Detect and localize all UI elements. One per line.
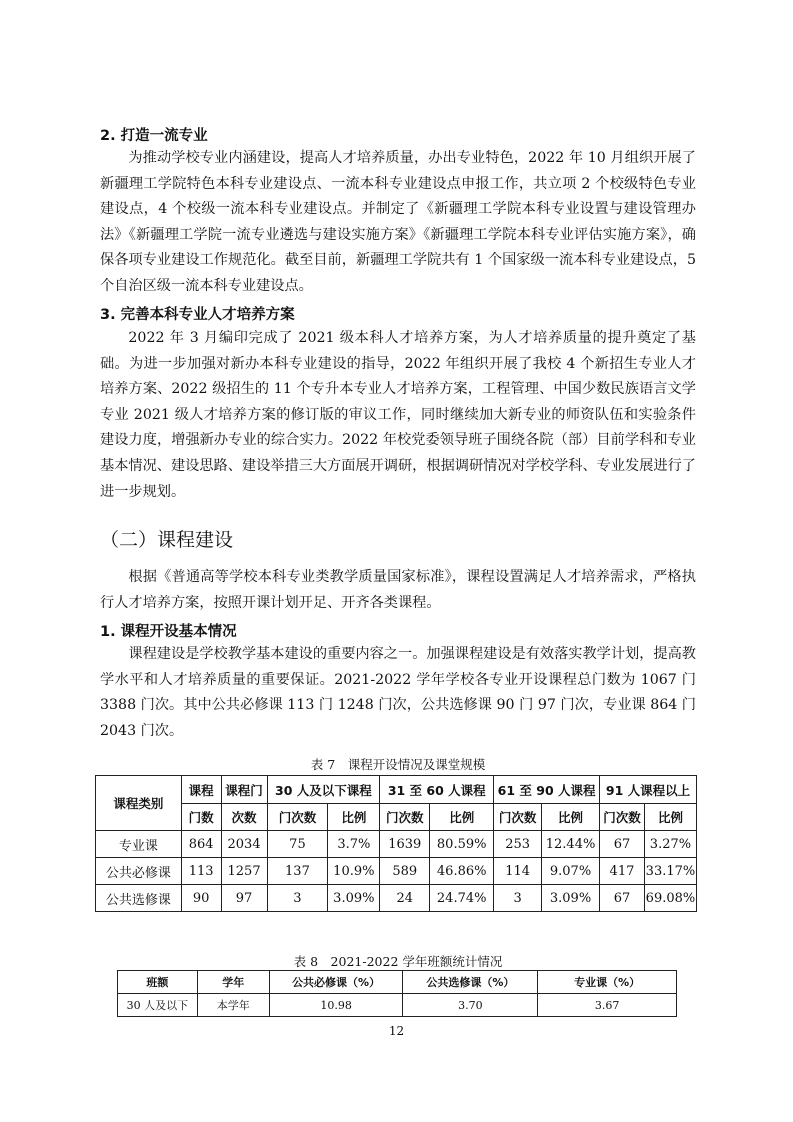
paragraph-major-construction: 为推动学校专业内涵建设，提高人才培养质量，办出专业特色，2022 年 10 月组织开展了新疆理工学院特色本科专业建设点、一流本科专业建设点申报工作，共立项 2 个校级特色专业建设点，4 个校级一流本科专业建设点。并制定了《新疆理工学院本科专业设置与建设管理办法》《新疆理工学院一流专业遴选与建设实施方案》《新疆理工学院本科专业评估实施方案》，确保各项专业建设工作规范化。截至目前，新疆理工学院共有 1 个国家级一流本科专业建设点，5 个自治区级一流本科专业建设点。: [100, 150, 696, 294]
table-7-header-group-30: 30 人及以下课程: [267, 776, 380, 804]
table-7-header-times-top: 课程门: [221, 776, 267, 804]
table-7-subheader-times: 门次数: [494, 804, 542, 831]
table-8: [117, 970, 677, 1017]
table-7-subheader-times: 门次数: [267, 804, 328, 831]
paragraph-course-statistics: 课程建设是学校教学基本建设的重要内容之一。加强课程建设是有效落实教学计划，提高教学水平和人才培养质量的重要保证。2021-2022 学年学校各专业开设课程总门数为 1067 门 3388 门次。其中公共必修课 113 门 1248 门次，公共选修课 90 门 97 门次，专业课 864 门 2043 门次。: [100, 646, 696, 739]
table-row: [118, 994, 677, 1017]
table-8-cell-class-size: 30 人及以下: [118, 994, 198, 1017]
table-7-caption: 表 7 课程开设情况及课堂规模: [310, 757, 486, 772]
table-7-cell-c1: 137: [267, 858, 328, 885]
table-7-cell-times: 1257: [221, 858, 267, 885]
table-row: [96, 858, 697, 885]
table-7-cell-c2: 24: [380, 885, 430, 912]
table-7-cell-c3: 3: [494, 885, 542, 912]
table-7-cell-count: 90: [181, 885, 221, 912]
table-7-header-times-bottom: 次数: [221, 804, 267, 831]
table-7-subheader-ratio: 比例: [430, 804, 494, 831]
paragraph-course-standards: 根据《普通高等学校本科专业类教学质量国家标准》，课程设置满足人才培养需求，严格执行人才培养方案，按照开课计划开足、开齐各类课程。: [100, 569, 696, 611]
heading-course-basics: 1. 课程开设基本情况: [100, 624, 237, 640]
table-7-cell-c3: 253: [494, 831, 542, 858]
table-7-cell-count: 864: [181, 831, 221, 858]
table-7-cell-c4: 67: [600, 885, 645, 912]
table-7-cell-r4: 33.17%: [644, 858, 696, 885]
table-7-cell-c2: 1639: [380, 831, 430, 858]
table-7-subheader-ratio: 比例: [644, 804, 696, 831]
table-7: [95, 775, 697, 912]
table-7-cell-r2: 24.74%: [430, 885, 494, 912]
table-7-header-type: 课程类别: [96, 776, 182, 831]
table-8-cell-major: 3.67: [538, 994, 677, 1017]
section-title-course-construction: （二）课程建设: [100, 529, 234, 551]
heading-training-plan: 3. 完善本科专业人才培养方案: [100, 307, 295, 323]
table-8-header-class-size: 班额: [118, 971, 198, 994]
table-7-cell-r1: 3.09%: [328, 885, 380, 912]
table-7-cell-c3: 114: [494, 858, 542, 885]
table-7-cell-times: 2034: [221, 831, 267, 858]
table-7-cell-r4: 69.08%: [644, 885, 696, 912]
table-8-header-year: 学年: [197, 971, 269, 994]
table-8-cell-year: 本学年: [197, 994, 269, 1017]
table-7-cell-r2: 46.86%: [430, 858, 494, 885]
table-8-header-major: 专业课（%）: [538, 971, 677, 994]
table-7-subheader-times: 门次数: [380, 804, 430, 831]
table-7-cell-r3: 12.44%: [542, 831, 600, 858]
table-7-subheader-ratio: 比例: [542, 804, 600, 831]
table-7-cell-r3: 9.07%: [542, 858, 600, 885]
table-7-cell-type: 公共选修课: [96, 885, 182, 912]
table-7-cell-c1: 3: [267, 885, 328, 912]
table-7-cell-c4: 417: [600, 858, 645, 885]
table-7-header-count-top: 课程: [181, 776, 221, 804]
table-row: [96, 831, 697, 858]
table-7-cell-c1: 75: [267, 831, 328, 858]
table-7-cell-r1: 3.7%: [328, 831, 380, 858]
table-7-cell-c2: 589: [380, 858, 430, 885]
table-8-cell-public-elective: 3.70: [403, 994, 538, 1017]
table-7-cell-r3: 3.09%: [542, 885, 600, 912]
heading-build-first-class-majors: 2. 打造一流专业: [100, 128, 208, 144]
table-7-header-group-61-90: 61 至 90 人课程: [494, 776, 600, 804]
table-7-cell-type: 专业课: [96, 831, 182, 858]
table-7-header-count-bottom: 门数: [181, 804, 221, 831]
table-7-cell-r1: 10.9%: [328, 858, 380, 885]
table-7-cell-times: 97: [221, 885, 267, 912]
table-7-subheader-ratio: 比例: [328, 804, 380, 831]
table-7-cell-c4: 67: [600, 831, 645, 858]
table-7-cell-r2: 80.59%: [430, 831, 494, 858]
table-8-header-public-elective: 公共选修课（%）: [403, 971, 538, 994]
table-row: [96, 885, 697, 912]
table-7-cell-count: 113: [181, 858, 221, 885]
table-8-caption: 表 8 2021-2022 学年班额统计情况: [293, 954, 503, 969]
table-7-header-group-31-60: 31 至 60 人课程: [380, 776, 494, 804]
table-8-cell-public-required: 10.98: [269, 994, 403, 1017]
table-7-header-group-91: 91 人课程以上: [600, 776, 697, 804]
table-8-header-public-required: 公共必修课（%）: [269, 971, 403, 994]
table-7-cell-type: 公共必修课: [96, 858, 182, 885]
table-7-subheader-times: 门次数: [600, 804, 645, 831]
table-7-cell-r4: 3.27%: [644, 831, 696, 858]
paragraph-training-plan: 2022 年 3 月编印完成了 2021 级本科人才培养方案，为人才培养质量的提升奠定了基础。为进一步加强对新办本科专业建设的指导，2022 年组织开展了我校 4 个新招生专业人才培养方案、2022 级招生的 11 个专升本专业人才培养方案，工程管理、中国少数民族语言文学专业 2021 级人才培养方案的修订版的审议工作，同时继续加大新专业的师资队伍和实验条件建设力度，增强新办专业的综合实力。2022 年校党委领导班子围绕各院（部）目前学科和专业基本情况、建设思路、建设举措三大方面展开调研，根据调研情况对学校学科、专业发展进行了进一步规划。: [100, 330, 696, 500]
page-number: 12: [388, 1024, 405, 1038]
